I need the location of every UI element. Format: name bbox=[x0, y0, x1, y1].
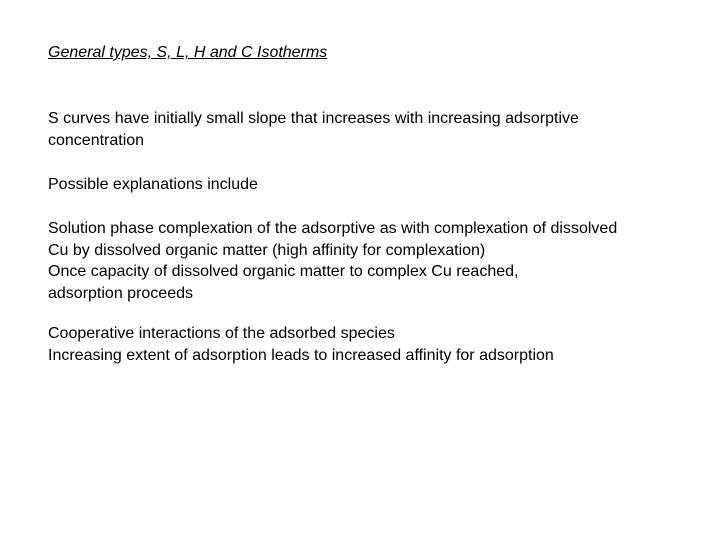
paragraph-solution-phase bbox=[48, 218, 617, 304]
text-line: Increasing extent of adsorption leads to increased affinity for adsorption bbox=[48, 346, 554, 364]
text-line: Possible explanations include bbox=[48, 176, 258, 193]
text-line: Cu by dissolved organic matter (high affinity for complexation) bbox=[48, 241, 486, 259]
text-line: S curves have initially small slope that increases with increasing adsorptive bbox=[48, 110, 579, 127]
paragraph-cooperative bbox=[48, 323, 554, 366]
text-line: Solution phase complexation of the adsorptive as with complexation of dissolved bbox=[48, 220, 618, 237]
paragraph-explanations bbox=[48, 174, 258, 196]
text-line: adsorption proceeds bbox=[48, 284, 193, 302]
text-line: Cooperative interactions of the adsorbed species bbox=[48, 325, 395, 342]
text-line: concentration bbox=[48, 131, 145, 149]
text-line: Once capacity of dissolved organic matter to complex Cu reached, bbox=[48, 263, 519, 280]
slide-title: General types, S, L, H and C Isotherms bbox=[48, 44, 328, 61]
paragraph-s-curves bbox=[48, 108, 579, 151]
